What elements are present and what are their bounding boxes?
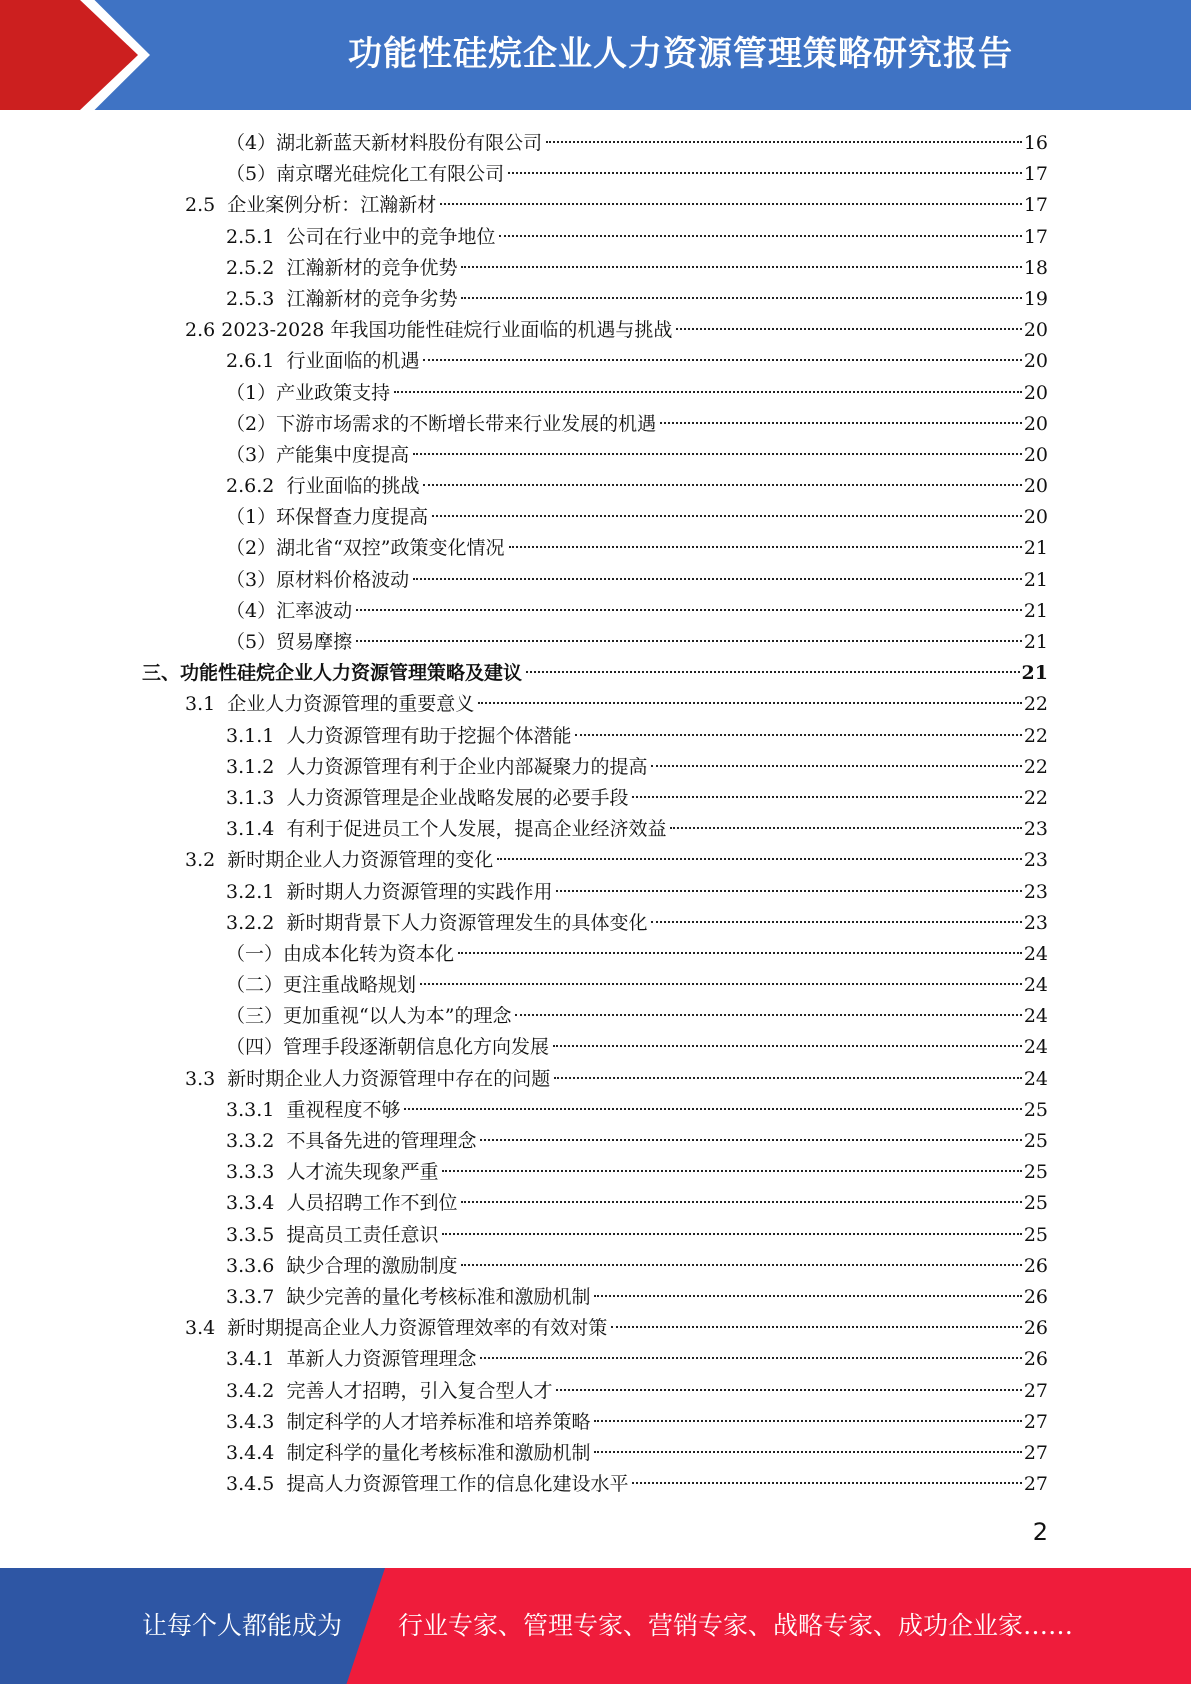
- toc-entry-page: 20: [1023, 443, 1048, 466]
- toc-entry-label: 管理手段逐渐朝信息化方向发展: [283, 1036, 550, 1059]
- toc-entry-label: 人才流失现象严重: [286, 1161, 439, 1184]
- toc-entry[interactable]: [0, 1407, 1191, 1438]
- toc-dot-leader: [651, 765, 1021, 767]
- toc-dot-leader: [423, 359, 1021, 361]
- toc-entry-page: 24: [1023, 1067, 1048, 1090]
- toc-entry-label: 新时期企业人力资源管理的变化: [227, 849, 494, 872]
- toc-entry-label: 湖北新蓝天新材料股份有限公司: [276, 132, 543, 154]
- toc-entry-label: 不具备先进的管理理念: [286, 1130, 477, 1152]
- toc-entry[interactable]: [0, 409, 1191, 440]
- toc-dot-leader: [594, 1451, 1021, 1453]
- toc-entry[interactable]: [0, 378, 1191, 409]
- toc-entry-number: 3.3.7: [226, 1285, 287, 1308]
- toc-dot-leader: [651, 921, 1021, 923]
- toc-entry-number: 3.1.2: [226, 755, 287, 778]
- toc-entry-label: 原材料价格波动: [276, 568, 410, 591]
- toc-dot-leader: [508, 172, 1022, 174]
- toc-entry-label: 新时期背景下人力资源管理发生的具体变化: [286, 911, 648, 934]
- toc-entry-label: 完善人才招聘，引入复合型人才: [286, 1379, 553, 1402]
- toc-entry[interactable]: [0, 1126, 1191, 1157]
- toc-entry-page: 20: [1023, 350, 1048, 373]
- toc-entry-page: 24: [1023, 1036, 1048, 1059]
- toc-entry-page: 25: [1023, 1223, 1048, 1246]
- toc-entry-number: 3.2.2: [226, 911, 287, 934]
- toc-entry-label: 制定科学的量化考核标准和激励机制: [286, 1441, 591, 1464]
- toc-entry[interactable]: [0, 1251, 1191, 1282]
- toc-entry[interactable]: [0, 908, 1191, 939]
- toc-entry-number: 3.4.2: [226, 1379, 287, 1402]
- toc-dot-leader: [660, 422, 1022, 424]
- toc-entry-label: 缺少合理的激励制度: [286, 1254, 458, 1277]
- toc-entry-number: 3.2: [185, 849, 228, 872]
- toc-entry-label: 提高员工责任意识: [286, 1223, 439, 1246]
- toc-entry-page: 20: [1023, 412, 1048, 435]
- toc-dot-leader: [554, 1077, 1022, 1079]
- toc-entry[interactable]: [0, 1469, 1191, 1500]
- toc-entry-number: 2.5.1: [226, 225, 287, 248]
- toc-dot-leader: [432, 515, 1022, 517]
- toc-entry-number: 2.6.1: [226, 350, 287, 373]
- toc-dot-leader: [546, 141, 1022, 143]
- toc-entry[interactable]: [0, 783, 1191, 814]
- report-title: 功能性硅烷企业人力资源管理策略研究报告: [348, 34, 1013, 74]
- toc-entry-label: 行业面临的挑战: [286, 475, 420, 498]
- toc-entry-label: 企业案例分析：江瀚新材: [227, 194, 437, 217]
- toc-dot-leader: [442, 1170, 1021, 1172]
- toc-entry-label: 更注重战略规划: [283, 974, 417, 997]
- toc-entry-label: 企业人力资源管理的重要意义: [227, 693, 475, 716]
- toc-entry[interactable]: [0, 1438, 1191, 1469]
- page-header: [0, 0, 1191, 110]
- toc-dot-leader: [575, 734, 1021, 736]
- toc-entry[interactable]: [0, 222, 1191, 253]
- toc-entry-number: 3.3.1: [226, 1098, 287, 1121]
- toc-entry-number: （1）: [226, 381, 277, 404]
- toc-dot-leader: [413, 578, 1022, 580]
- toc-entry-label: 江瀚新材的竞争劣势: [286, 287, 458, 310]
- toc-dot-leader: [509, 546, 1022, 548]
- toc-dot-leader: [423, 484, 1021, 486]
- toc-entry-number: 3.4.4: [226, 1441, 287, 1464]
- toc-dot-leader: [526, 671, 1020, 673]
- toc-entry[interactable]: [0, 346, 1191, 377]
- toc-dot-leader: [611, 1326, 1022, 1328]
- toc-entry-page: 25: [1023, 1098, 1048, 1121]
- toc-dot-leader: [499, 235, 1021, 237]
- toc-entry[interactable]: [0, 128, 1191, 159]
- toc-entry-number: 3.3.6: [226, 1254, 287, 1277]
- toc-entry-label: 新时期提高企业人力资源管理效率的有效对策: [227, 1317, 608, 1340]
- toc-entry-page: 26: [1023, 1317, 1048, 1340]
- toc-entry-page: 23: [1023, 880, 1048, 903]
- toc-entry-number: 2.5.2: [226, 256, 287, 279]
- toc-entry-label: 新时期人力资源管理的实践作用: [286, 880, 553, 903]
- toc-dot-leader: [461, 297, 1021, 299]
- toc-dot-leader: [442, 1233, 1021, 1235]
- toc-entry-page: 25: [1023, 1130, 1048, 1152]
- toc-entry-number: 3.4.3: [226, 1410, 287, 1433]
- toc-entry-label: 重视程度不够: [286, 1098, 401, 1121]
- toc-entry-page: 26: [1023, 1254, 1048, 1277]
- toc-entry-number: （1）: [226, 506, 277, 529]
- toc-dot-leader: [670, 827, 1021, 829]
- toc-dot-leader: [553, 1045, 1022, 1047]
- toc-entry-label: 汇率波动: [276, 599, 353, 622]
- table-of-contents: [0, 128, 1191, 1500]
- toc-entry-label: 革新人力资源管理理念: [286, 1348, 477, 1371]
- toc-entry-number: （2）: [226, 537, 277, 560]
- toc-entry-number: 3.1.3: [226, 786, 287, 809]
- toc-entry-number: （3）: [226, 443, 277, 466]
- toc-entry-label: 缺少完善的量化考核标准和激励机制: [286, 1285, 591, 1308]
- toc-dot-leader: [404, 1108, 1021, 1110]
- toc-entry-page: 17: [1023, 194, 1048, 217]
- toc-entry[interactable]: [0, 596, 1191, 627]
- toc-entry-label: 制定科学的人才培养标准和培养策略: [286, 1410, 591, 1433]
- toc-entry-label: 产业政策支持: [276, 381, 391, 404]
- toc-entry-label: 人力资源管理有助于挖掘个体潜能: [286, 724, 572, 747]
- toc-entry[interactable]: [0, 533, 1191, 564]
- toc-entry-page: 27: [1023, 1410, 1048, 1433]
- toc-entry[interactable]: [0, 565, 1191, 596]
- toc-entry-label: 行业面临的机遇: [286, 350, 420, 373]
- toc-entry[interactable]: [0, 1157, 1191, 1188]
- toc-entry[interactable]: [0, 440, 1191, 471]
- toc-entry[interactable]: [0, 253, 1191, 284]
- toc-dot-leader: [420, 983, 1022, 985]
- toc-entry-number: 3.3.4: [226, 1192, 287, 1215]
- toc-entry[interactable]: [0, 1032, 1191, 1063]
- toc-entry[interactable]: [0, 1282, 1191, 1313]
- toc-entry-number: 3.4.1: [226, 1348, 287, 1371]
- toc-entry-page: 23: [1023, 911, 1048, 934]
- toc-dot-leader: [480, 1357, 1021, 1359]
- toc-entry[interactable]: [0, 315, 1191, 346]
- toc-entry-number: 3.3.5: [226, 1223, 287, 1246]
- toc-entry[interactable]: [0, 627, 1191, 658]
- toc-entry-page: 22: [1023, 693, 1048, 716]
- toc-entry-number: 3.3.2: [226, 1130, 287, 1152]
- toc-entry-page: 22: [1023, 755, 1048, 778]
- toc-dot-leader: [461, 266, 1021, 268]
- toc-entry[interactable]: [0, 877, 1191, 908]
- toc-entry-label: 湖北省“双控”政策变化情况: [276, 537, 505, 560]
- toc-entry-label: 产能集中度提高: [276, 443, 410, 466]
- toc-entry-page: 27: [1023, 1379, 1048, 1402]
- toc-entry-page: 21: [1023, 599, 1048, 622]
- toc-entry-number: 2.5.3: [226, 287, 287, 310]
- toc-entry-page: 19: [1023, 287, 1048, 310]
- toc-entry-label: 环保督查力度提高: [276, 506, 429, 529]
- toc-entry-page: 21: [1023, 568, 1048, 591]
- toc-entry-number: 三、: [142, 662, 181, 685]
- toc-entry[interactable]: [0, 1313, 1191, 1344]
- toc-entry-label: 新时期企业人力资源管理中存在的问题: [227, 1067, 551, 1090]
- toc-entry-page: 24: [1023, 1005, 1048, 1028]
- toc-dot-leader: [440, 203, 1022, 205]
- toc-entry[interactable]: [0, 1188, 1191, 1219]
- toc-entry[interactable]: [0, 1220, 1191, 1251]
- toc-entry-label: 南京曙光硅烷化工有限公司: [276, 163, 505, 186]
- toc-entry[interactable]: [0, 721, 1191, 752]
- toc-entry-number: 3.4: [185, 1317, 228, 1340]
- toc-entry-page: 20: [1023, 319, 1048, 342]
- toc-entry-page: 16: [1023, 132, 1048, 154]
- toc-dot-leader: [394, 391, 1022, 393]
- toc-entry-label: 贸易摩擦: [276, 631, 353, 653]
- toc-entry[interactable]: [0, 284, 1191, 315]
- toc-entry-label: 人力资源管理是企业战略发展的必要手段: [286, 786, 629, 809]
- toc-entry-page: 22: [1023, 786, 1048, 809]
- toc-dot-leader: [497, 858, 1022, 860]
- toc-entry[interactable]: [0, 1095, 1191, 1126]
- toc-entry-number: 2.6.2: [226, 475, 287, 498]
- toc-dot-leader: [515, 1014, 1021, 1016]
- toc-dot-leader: [480, 1139, 1021, 1141]
- toc-dot-leader: [458, 952, 1022, 954]
- toc-entry-page: 21: [1023, 537, 1048, 560]
- toc-entry-number: （5）: [226, 631, 277, 653]
- toc-entry-number: （5）: [226, 163, 277, 186]
- page-number: 2: [1032, 1518, 1048, 1546]
- toc-dot-leader: [461, 1264, 1021, 1266]
- toc-entry[interactable]: [0, 1001, 1191, 1032]
- toc-entry[interactable]: [0, 939, 1191, 970]
- toc-entry-number: 2.5: [185, 194, 228, 217]
- toc-entry-page: 21: [1023, 631, 1048, 653]
- toc-dot-leader: [356, 640, 1022, 642]
- toc-entry[interactable]: [0, 471, 1191, 502]
- toc-entry-page: 25: [1023, 1192, 1048, 1215]
- toc-entry-label: 有利于促进员工个人发展，提高企业经济效益: [286, 818, 667, 841]
- toc-entry-number: （一）: [226, 942, 284, 965]
- toc-entry-number: 3.1.4: [226, 818, 287, 841]
- toc-entry[interactable]: [0, 1344, 1191, 1375]
- toc-entry-label: 下游市场需求的不断增长带来行业发展的机遇: [276, 412, 657, 435]
- toc-entry-label: 2023-2028 年我国功能性硅烷行业面临的机遇与挑战: [221, 319, 673, 342]
- toc-entry-number: 3.3.3: [226, 1161, 287, 1184]
- toc-entry-page: 27: [1023, 1441, 1048, 1464]
- toc-entry-number: 3.1.1: [226, 724, 287, 747]
- toc-dot-leader: [556, 1389, 1021, 1391]
- header-chevron-icon: [0, 0, 138, 110]
- toc-entry[interactable]: [0, 1064, 1191, 1095]
- toc-dot-leader: [594, 1295, 1021, 1297]
- toc-entry-label: 人力资源管理有利于企业内部凝聚力的提高: [286, 755, 648, 778]
- toc-entry-page: 24: [1023, 942, 1048, 965]
- toc-entry-page: 27: [1023, 1473, 1048, 1496]
- toc-dot-leader: [478, 702, 1022, 704]
- toc-entry-page: 26: [1023, 1285, 1048, 1308]
- toc-entry-page: 20: [1023, 381, 1048, 404]
- toc-entry-number: （2）: [226, 412, 277, 435]
- toc-entry-number: 3.1: [185, 693, 228, 716]
- toc-entry-page: 23: [1023, 818, 1048, 841]
- toc-entry-number: （3）: [226, 568, 277, 591]
- toc-entry-label: 江瀚新材的竞争优势: [286, 256, 458, 279]
- toc-entry-page: 21: [1021, 662, 1048, 685]
- footer-slogan-right: 行业专家、管理专家、营销专家、战略专家、成功企业家……: [398, 1611, 1074, 1640]
- toc-dot-leader: [356, 609, 1022, 611]
- page-footer: [0, 1568, 1191, 1684]
- toc-entry-label: 提高人力资源管理工作的信息化建设水平: [286, 1473, 629, 1496]
- toc-dot-leader: [632, 796, 1021, 798]
- toc-entry-page: 26: [1023, 1348, 1048, 1371]
- toc-dot-leader: [594, 1420, 1021, 1422]
- toc-entry[interactable]: [0, 190, 1191, 221]
- toc-entry-number: （二）: [226, 974, 284, 997]
- toc-entry-number: 3.2.1: [226, 880, 287, 903]
- toc-entry-label: 人员招聘工作不到位: [286, 1192, 458, 1215]
- toc-entry-number: 3.4.5: [226, 1473, 287, 1496]
- toc-entry-page: 20: [1023, 475, 1048, 498]
- toc-entry-page: 25: [1023, 1161, 1048, 1184]
- toc-entry-label: 公司在行业中的竞争地位: [286, 225, 496, 248]
- toc-entry[interactable]: [0, 658, 1191, 689]
- footer-slogan-left: 让每个人都能成为: [142, 1611, 343, 1640]
- toc-dot-leader: [556, 890, 1021, 892]
- toc-dot-leader: [461, 1201, 1021, 1203]
- toc-entry-number: 3.3: [185, 1067, 228, 1090]
- toc-entry-number: 2.6: [185, 319, 222, 342]
- toc-entry-page: 23: [1023, 849, 1048, 872]
- toc-entry-page: 20: [1023, 506, 1048, 529]
- toc-entry[interactable]: [0, 814, 1191, 845]
- toc-entry[interactable]: [0, 970, 1191, 1001]
- toc-dot-leader: [413, 453, 1022, 455]
- toc-entry-label: 功能性硅烷企业人力资源管理策略及建议: [180, 662, 523, 685]
- toc-dot-leader: [632, 1482, 1021, 1484]
- toc-entry[interactable]: [0, 502, 1191, 533]
- toc-entry-number: （三）: [226, 1005, 284, 1028]
- toc-entry-label: 更加重视“以人为本”的理念: [283, 1005, 512, 1028]
- toc-entry-page: 22: [1023, 724, 1048, 747]
- toc-entry-page: 24: [1023, 974, 1048, 997]
- toc-entry-number: （4）: [226, 132, 277, 154]
- toc-entry-page: 18: [1023, 256, 1048, 279]
- toc-entry-number: （4）: [226, 599, 277, 622]
- toc-entry-page: 17: [1023, 163, 1048, 186]
- toc-entry-page: 17: [1023, 225, 1048, 248]
- toc-entry[interactable]: [0, 689, 1191, 720]
- toc-entry[interactable]: [0, 752, 1191, 783]
- toc-entry[interactable]: [0, 159, 1191, 190]
- toc-entry-label: 由成本化转为资本化: [283, 942, 455, 965]
- toc-entry[interactable]: [0, 845, 1191, 876]
- toc-entry[interactable]: [0, 1376, 1191, 1407]
- toc-entry-number: （四）: [226, 1036, 284, 1059]
- toc-dot-leader: [676, 328, 1021, 330]
